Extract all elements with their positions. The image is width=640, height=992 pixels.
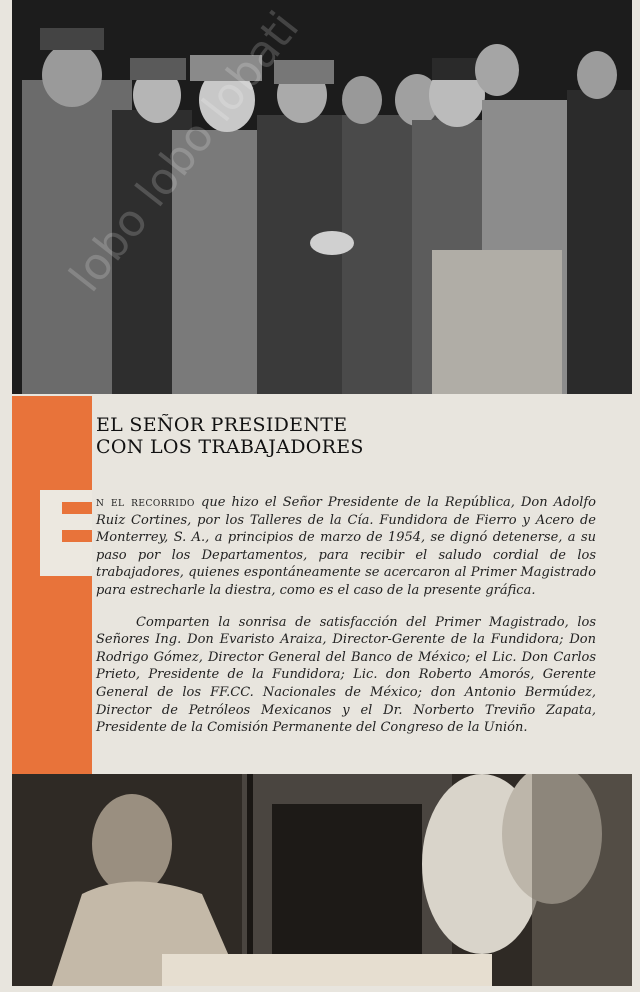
article-title	[96, 414, 496, 458]
foundry-illustration	[12, 774, 632, 986]
drop-cap-e	[40, 490, 92, 576]
accent-bar	[12, 396, 92, 774]
handshake-photo	[12, 0, 632, 394]
article-body	[96, 494, 596, 751]
paragraph-1	[96, 494, 596, 600]
lead-words: n el recorrido	[96, 495, 195, 510]
paragraph-1-text: que hizo el Señor Presidente de la República, Don Adolfo Ruiz Cortines, por los Talleres de la Cía. Fundidora de Fierro y Acero de Monterrey, S. A., a principios de marzo de 1954, se dignó detenerse, a su paso por los Departamentos, para recibir el saludo cordial de los trabajadores, quienes espontáneamente se acercaron al Primer Magistrado para estrecharle la diestra, como es el caso de la presente gráfica.	[96, 495, 597, 598]
title-line-2: CON LOS TRABAJADORES	[96, 436, 364, 458]
title-line-1: EL SEÑOR PRESIDENTE	[96, 414, 348, 436]
paragraph-2: Comparten la sonrisa de satisfacción del Primer Magistrado, los Señores Ing. Don Evaristo Araiza, Director-Gerente de la Fundidora; Don Rodrigo Gómez, Director General del Banco de México; el Lic. Don Carlos Prieto, Presidente de la Fundidora; Lic. don Roberto Amorós, Gerente General de los FF.CC. Nacionales de México; don Antonio Bermúdez, Director de Petróleos Mexicanos y el Dr. Norberto Treviño Zapata, Presidente de la Comisión Permanente del Congreso de la Unión.	[96, 614, 596, 736]
